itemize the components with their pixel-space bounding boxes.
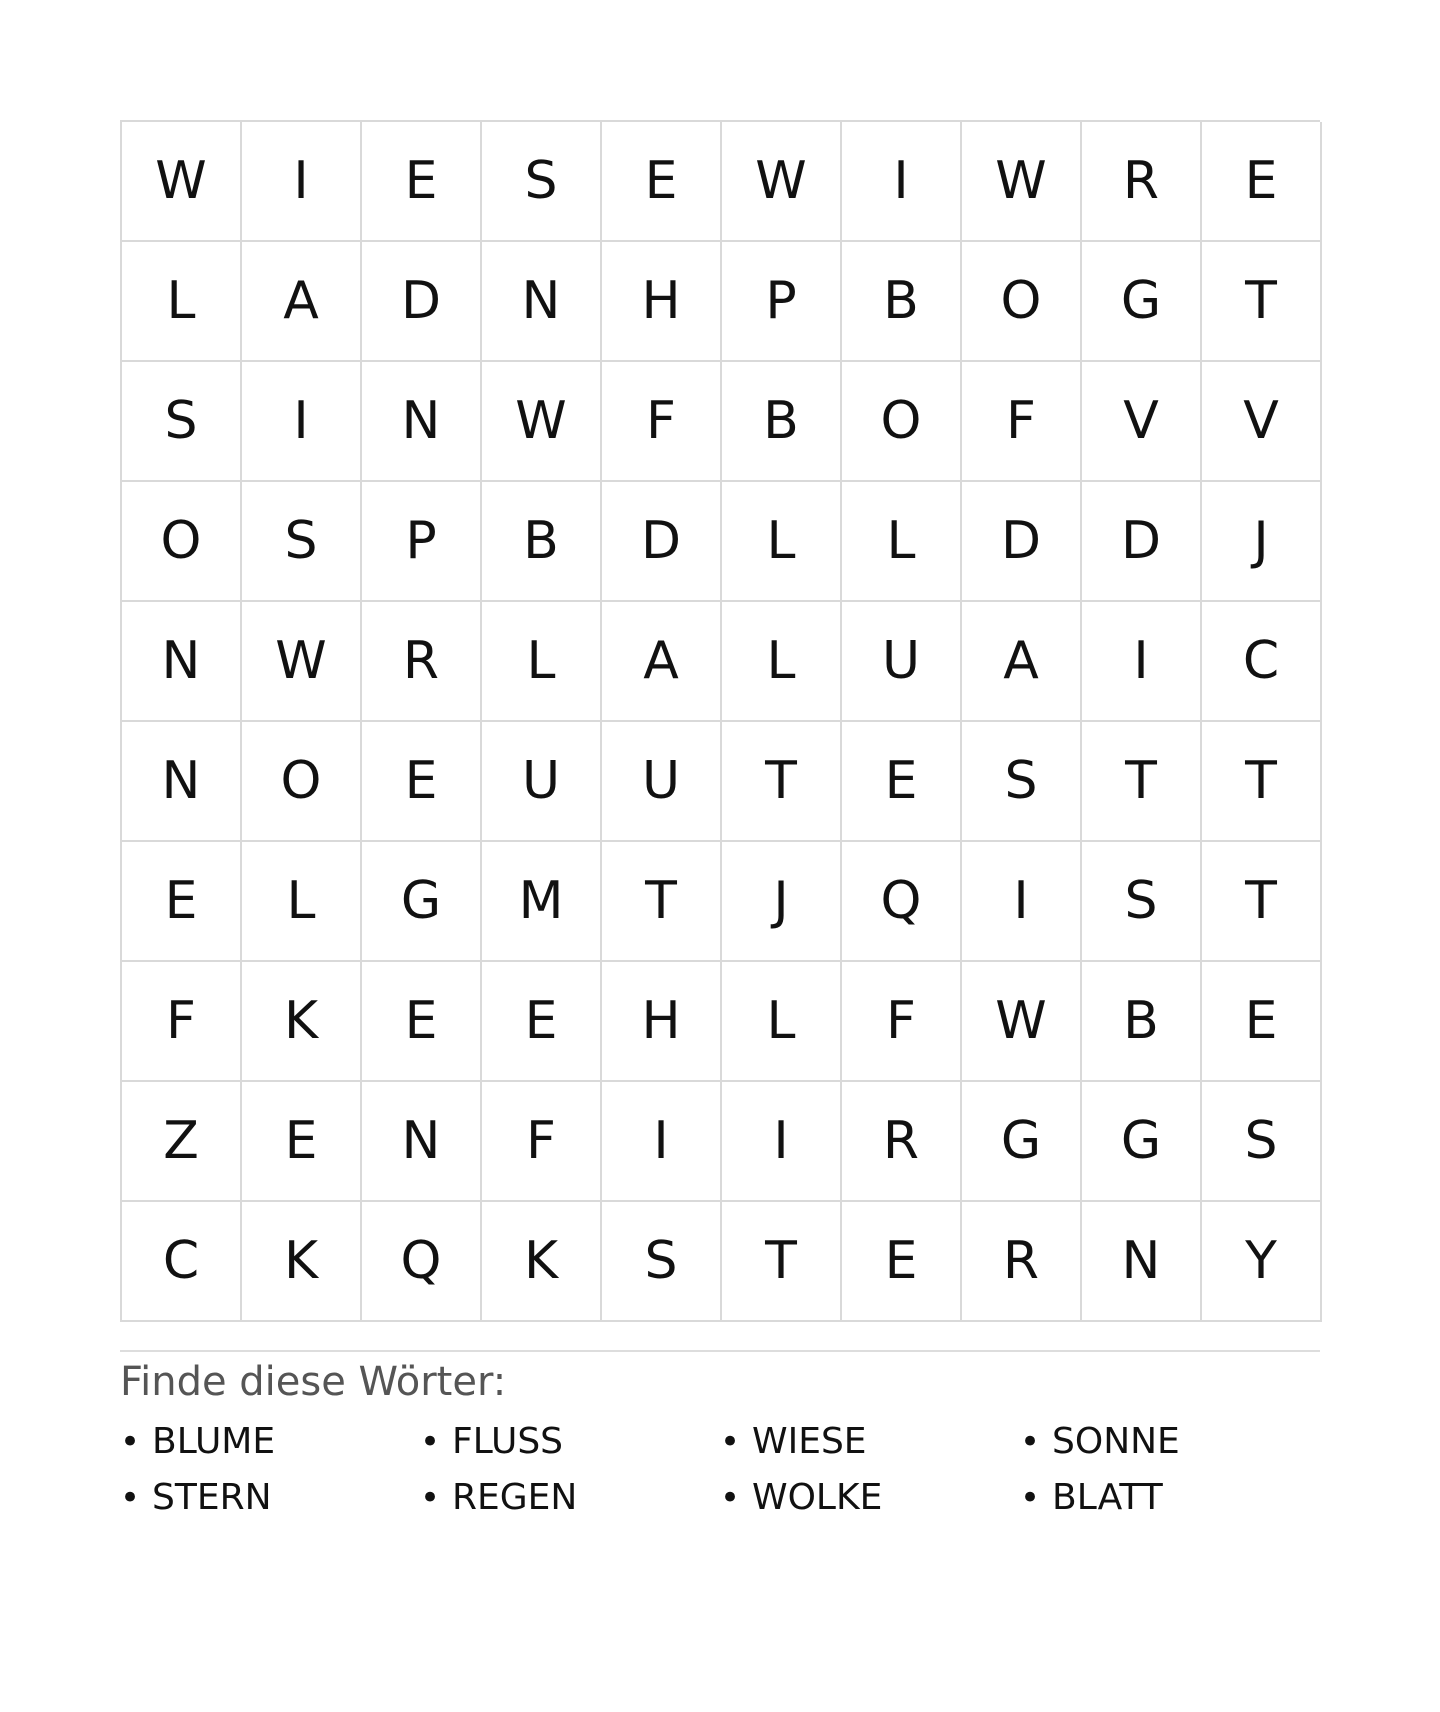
grid-cell-r8-c1[interactable]: F	[122, 962, 242, 1082]
word-label: REGEN	[452, 1477, 578, 1518]
word-list-item	[420, 1476, 720, 1520]
grid-cell-r8-c6[interactable]: L	[722, 962, 842, 1082]
grid-cell-r4-c2[interactable]: S	[242, 482, 362, 602]
word-list-prompt: Finde diese Wörter:	[120, 1359, 507, 1405]
grid-cell-r6-c4[interactable]: U	[482, 722, 602, 842]
grid-cell-r8-c10[interactable]: E	[1202, 962, 1322, 1082]
grid-cell-r7-c10[interactable]: T	[1202, 842, 1322, 962]
grid-cell-r9-c7[interactable]: R	[842, 1082, 962, 1202]
grid-cell-r7-c2[interactable]: L	[242, 842, 362, 962]
grid-cell-r9-c5[interactable]: I	[602, 1082, 722, 1202]
grid-cell-r6-c5[interactable]: U	[602, 722, 722, 842]
word-label: SONNE	[1052, 1421, 1180, 1462]
word-search-page	[120, 120, 1320, 1520]
grid-cell-r9-c9[interactable]: G	[1082, 1082, 1202, 1202]
grid-cell-r5-c5[interactable]: A	[602, 602, 722, 722]
grid-cell-r10-c9[interactable]: N	[1082, 1202, 1202, 1322]
grid-cell-r6-c7[interactable]: E	[842, 722, 962, 842]
grid-cell-r7-c8[interactable]: I	[962, 842, 1082, 962]
grid-cell-r1-c1[interactable]: W	[122, 122, 242, 242]
word-label: BLATT	[1052, 1477, 1163, 1518]
grid-cell-r2-c2[interactable]: A	[242, 242, 362, 362]
grid-cell-r8-c4[interactable]: E	[482, 962, 602, 1082]
grid-cell-r7-c5[interactable]: T	[602, 842, 722, 962]
grid-cell-r10-c10[interactable]: Y	[1202, 1202, 1322, 1322]
letter-grid	[120, 120, 1320, 1322]
grid-cell-r7-c9[interactable]: S	[1082, 842, 1202, 962]
grid-cell-r3-c8[interactable]: F	[962, 362, 1082, 482]
word-list-item	[420, 1420, 720, 1464]
grid-cell-r6-c3[interactable]: E	[362, 722, 482, 842]
bullet-icon: •	[420, 1478, 441, 1518]
grid-cell-r1-c5[interactable]: E	[602, 122, 722, 242]
word-list	[120, 1420, 1320, 1520]
word-label: WOLKE	[752, 1477, 883, 1518]
grid-cell-r2-c9[interactable]: G	[1082, 242, 1202, 362]
grid-cell-r1-c10[interactable]: E	[1202, 122, 1322, 242]
grid-cell-r9-c2[interactable]: E	[242, 1082, 362, 1202]
grid-cell-r8-c7[interactable]: F	[842, 962, 962, 1082]
grid-cell-r6-c1[interactable]: N	[122, 722, 242, 842]
grid-cell-r10-c5[interactable]: S	[602, 1202, 722, 1322]
grid-cell-r7-c3[interactable]: G	[362, 842, 482, 962]
grid-cell-r3-c6[interactable]: B	[722, 362, 842, 482]
grid-cell-r3-c10[interactable]: V	[1202, 362, 1322, 482]
grid-cell-r6-c10[interactable]: T	[1202, 722, 1322, 842]
grid-cell-r9-c4[interactable]: F	[482, 1082, 602, 1202]
word-list-item	[1020, 1420, 1320, 1464]
grid-cell-r5-c8[interactable]: A	[962, 602, 1082, 722]
grid-cell-r7-c1[interactable]: E	[122, 842, 242, 962]
grid-cell-r2-c4[interactable]: N	[482, 242, 602, 362]
grid-cell-r4-c1[interactable]: O	[122, 482, 242, 602]
grid-cell-r1-c8[interactable]: W	[962, 122, 1082, 242]
grid-cell-r5-c2[interactable]: W	[242, 602, 362, 722]
grid-cell-r5-c10[interactable]: C	[1202, 602, 1322, 722]
grid-cell-r3-c1[interactable]: S	[122, 362, 242, 482]
grid-cell-r5-c6[interactable]: L	[722, 602, 842, 722]
grid-cell-r6-c8[interactable]: S	[962, 722, 1082, 842]
grid-cell-r4-c3[interactable]: P	[362, 482, 482, 602]
grid-cell-r1-c6[interactable]: W	[722, 122, 842, 242]
divider	[120, 1350, 1320, 1352]
word-label: FLUSS	[452, 1421, 564, 1462]
word-label: STERN	[152, 1477, 272, 1518]
grid-cell-r5-c4[interactable]: L	[482, 602, 602, 722]
grid-cell-r8-c9[interactable]: B	[1082, 962, 1202, 1082]
grid-cell-r4-c10[interactable]: J	[1202, 482, 1322, 602]
word-label: BLUME	[152, 1421, 276, 1462]
word-list-item	[720, 1476, 1020, 1520]
grid-cell-r10-c6[interactable]: T	[722, 1202, 842, 1322]
grid-cell-r10-c4[interactable]: K	[482, 1202, 602, 1322]
grid-cell-r10-c3[interactable]: Q	[362, 1202, 482, 1322]
bullet-icon: •	[120, 1478, 141, 1518]
grid-cell-r4-c6[interactable]: L	[722, 482, 842, 602]
grid-cell-r10-c8[interactable]: R	[962, 1202, 1082, 1322]
word-list-item	[120, 1420, 420, 1464]
grid-cell-r1-c2[interactable]: I	[242, 122, 362, 242]
grid-cell-r2-c1[interactable]: L	[122, 242, 242, 362]
grid-cell-r9-c10[interactable]: S	[1202, 1082, 1322, 1202]
grid-cell-r10-c1[interactable]: C	[122, 1202, 242, 1322]
grid-cell-r3-c3[interactable]: N	[362, 362, 482, 482]
grid-cell-r7-c4[interactable]: M	[482, 842, 602, 962]
grid-cell-r1-c3[interactable]: E	[362, 122, 482, 242]
grid-cell-r8-c3[interactable]: E	[362, 962, 482, 1082]
bullet-icon: •	[120, 1422, 141, 1462]
grid-cell-r2-c8[interactable]: O	[962, 242, 1082, 362]
grid-cell-r1-c4[interactable]: S	[482, 122, 602, 242]
bullet-icon: •	[1020, 1478, 1041, 1518]
grid-cell-r8-c5[interactable]: H	[602, 962, 722, 1082]
grid-cell-r9-c3[interactable]: N	[362, 1082, 482, 1202]
grid-cell-r4-c4[interactable]: B	[482, 482, 602, 602]
word-list-item	[720, 1420, 1020, 1464]
grid-cell-r8-c2[interactable]: K	[242, 962, 362, 1082]
word-label: WIESE	[752, 1421, 867, 1462]
grid-cell-r3-c7[interactable]: O	[842, 362, 962, 482]
grid-cell-r9-c1[interactable]: Z	[122, 1082, 242, 1202]
grid-cell-r6-c6[interactable]: T	[722, 722, 842, 842]
grid-cell-r9-c8[interactable]: G	[962, 1082, 1082, 1202]
grid-cell-r3-c5[interactable]: F	[602, 362, 722, 482]
grid-cell-r4-c7[interactable]: L	[842, 482, 962, 602]
grid-cell-r4-c5[interactable]: D	[602, 482, 722, 602]
grid-cell-r8-c8[interactable]: W	[962, 962, 1082, 1082]
bullet-icon: •	[720, 1422, 741, 1462]
bullet-icon: •	[1020, 1422, 1041, 1462]
word-list-item	[1020, 1476, 1320, 1520]
grid-cell-r2-c10[interactable]: T	[1202, 242, 1322, 362]
grid-cell-r5-c7[interactable]: U	[842, 602, 962, 722]
grid-cell-r2-c3[interactable]: D	[362, 242, 482, 362]
grid-cell-r5-c3[interactable]: R	[362, 602, 482, 722]
grid-cell-r1-c9[interactable]: R	[1082, 122, 1202, 242]
bullet-icon: •	[420, 1422, 441, 1462]
grid-cell-r9-c6[interactable]: I	[722, 1082, 842, 1202]
grid-cell-r7-c6[interactable]: J	[722, 842, 842, 962]
grid-cell-r1-c7[interactable]: I	[842, 122, 962, 242]
grid-cell-r4-c8[interactable]: D	[962, 482, 1082, 602]
grid-cell-r2-c6[interactable]: P	[722, 242, 842, 362]
grid-cell-r3-c9[interactable]: V	[1082, 362, 1202, 482]
grid-cell-r10-c7[interactable]: E	[842, 1202, 962, 1322]
grid-cell-r5-c1[interactable]: N	[122, 602, 242, 722]
grid-cell-r6-c9[interactable]: T	[1082, 722, 1202, 842]
grid-cell-r2-c7[interactable]: B	[842, 242, 962, 362]
grid-cell-r3-c4[interactable]: W	[482, 362, 602, 482]
grid-cell-r10-c2[interactable]: K	[242, 1202, 362, 1322]
word-list-item	[120, 1476, 420, 1520]
grid-cell-r2-c5[interactable]: H	[602, 242, 722, 362]
grid-cell-r7-c7[interactable]: Q	[842, 842, 962, 962]
grid-cell-r6-c2[interactable]: O	[242, 722, 362, 842]
grid-cell-r5-c9[interactable]: I	[1082, 602, 1202, 722]
grid-cell-r3-c2[interactable]: I	[242, 362, 362, 482]
grid-cell-r4-c9[interactable]: D	[1082, 482, 1202, 602]
bullet-icon: •	[720, 1478, 741, 1518]
